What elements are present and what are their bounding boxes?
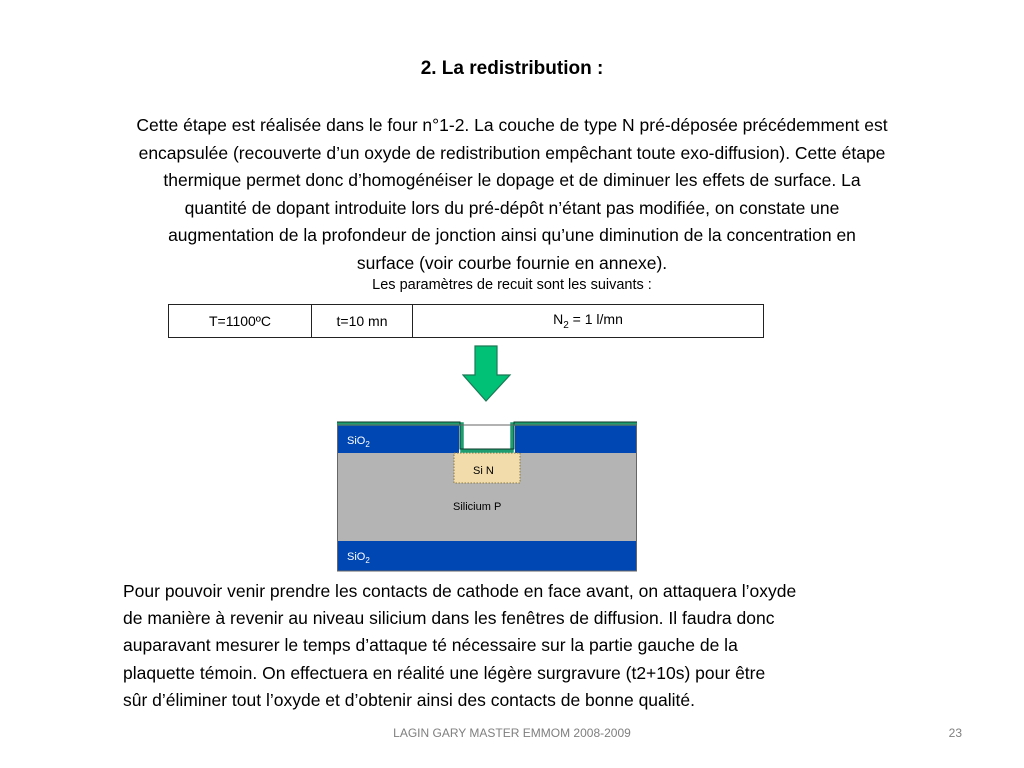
paragraph-line: encapsulée (recouverte d’un oxyde de redistribution empêchant toute exo-diffusion). Cette étape	[138, 142, 886, 163]
paragraph-line: quantité de dopant introduite lors du pré-dépôt n’étant pas modifiée, on constate une	[184, 197, 840, 218]
top-oxide-right	[515, 425, 637, 453]
silicium-label: Silicium P	[453, 501, 502, 513]
paragraph-line: Cette étape est réalisée dans le four n°1-2. La couche de type N pré-déposée précédemment est	[136, 115, 888, 135]
down-arrow-icon	[462, 345, 512, 403]
wafer-cross-section-diagram	[337, 420, 639, 572]
gas-flow-cell	[413, 305, 764, 338]
gas-subscript: 2	[563, 319, 569, 331]
paragraph-line: surface (voir courbe fournie en annexe).	[356, 252, 668, 273]
intro-paragraph	[52, 112, 972, 277]
bottom-oxide	[337, 541, 637, 571]
gas-symbol: N	[553, 311, 564, 328]
params-intro: Les paramètres de recuit sont les suivants :	[372, 277, 652, 293]
slide-footer: LAGIN GARY MASTER EMMOM 2008-2009	[393, 726, 631, 740]
paragraph-line: augmentation de la profondeur de jonction ainsi qu’une diminution de la concentration en	[168, 225, 856, 245]
paragraph-line: auparavant mesurer le temps d’attaque té nécessaire sur la partie gauche de la	[123, 635, 738, 656]
table-row	[169, 305, 764, 338]
sin-label: Si N	[473, 465, 494, 477]
slide-title: 2. La redistribution :	[420, 58, 604, 79]
page-number: 23	[948, 726, 962, 740]
paragraph-line: thermique permet donc d’homogénéiser le dopage et de diminuer les effets de surface. La	[163, 170, 861, 190]
sio2-top-label: SiO$_2$	[347, 435, 370, 449]
paragraph-line: Pour pouvoir venir prendre les contacts de cathode en face avant, on attaquera l’oxyde	[123, 581, 797, 601]
temperature-cell: T=1100ºC	[169, 305, 312, 338]
paragraph-line: sûr d’éliminer tout l’oxyde et d’obtenir ainsi des contacts de bonne qualité.	[123, 689, 696, 710]
paragraph-line: de manière à revenir au niveau silicium dans les fenêtres de diffusion. Il faudra donc	[123, 608, 775, 629]
contact-paragraph	[123, 578, 943, 714]
paragraph-line: plaquette témoin. On effectuera en réalité une légère surgravure (t2+10s) pour être	[123, 662, 766, 683]
gas-value: = 1 l/mn	[568, 311, 623, 328]
params-table	[168, 304, 764, 338]
sio2-bottom-label: SiO$_2$	[347, 551, 370, 565]
time-cell: t=10 mn	[312, 305, 413, 338]
